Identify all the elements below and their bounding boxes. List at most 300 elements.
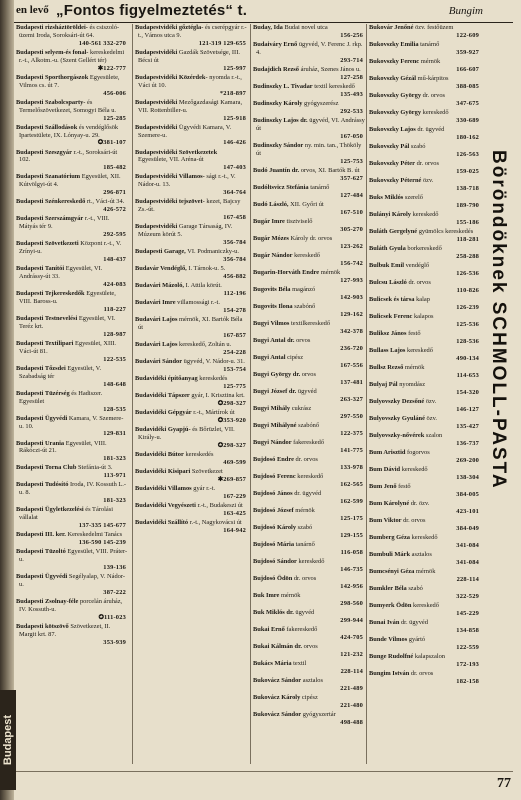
entry-name: Bujdosó Endre bbox=[253, 455, 294, 463]
entry-phone: 167-510 bbox=[340, 208, 363, 216]
entry-phone: ✪298-327 bbox=[217, 399, 246, 407]
directory-entry bbox=[16, 74, 128, 98]
entry-phone: 146-735 bbox=[340, 565, 363, 573]
entry-details: dr. orvos bbox=[408, 279, 431, 286]
directory-entry bbox=[253, 286, 365, 302]
entry-phone: 145-229 bbox=[456, 609, 479, 617]
directory-entry bbox=[253, 167, 365, 183]
entry-phone: 136-590 145-239 bbox=[78, 539, 126, 547]
directory-entry bbox=[135, 358, 248, 374]
entry-phone: 263-327 bbox=[340, 395, 363, 403]
entry-details: kereskedő, Zoltán u. bbox=[179, 341, 232, 349]
entry-details: magánzó bbox=[292, 285, 316, 293]
entry-details: mérnök bbox=[295, 506, 315, 514]
entry-details: Iroda, IV. Kossuth L.-u. 8. bbox=[19, 481, 126, 497]
entry-phone: 129-155 bbox=[340, 531, 363, 539]
entry-details: gyümölcs kereskedés bbox=[418, 228, 474, 235]
directory-entry bbox=[369, 279, 481, 295]
entry-details: dr. orvos bbox=[295, 455, 318, 463]
entry-phone: 121-232 bbox=[340, 650, 363, 658]
directory-entry bbox=[135, 468, 248, 484]
entry-name: Bujdosó József bbox=[253, 506, 294, 514]
entry-phone: 180-162 bbox=[456, 133, 479, 141]
entry-phone: 384-005 bbox=[456, 490, 479, 498]
entry-name: Budapesti Ügyletkezelési bbox=[16, 506, 84, 514]
entry-phone: 154-278 bbox=[223, 307, 246, 315]
directory-entry bbox=[253, 558, 365, 574]
entry-name: Bulyaj Pál bbox=[369, 381, 398, 388]
entry-details: r.-t., VIII. Mátyás tér 9. bbox=[19, 215, 110, 231]
entry-details: XII. Győri út bbox=[290, 200, 324, 208]
directory-entry bbox=[369, 58, 481, 74]
entry-phone: 221-489 bbox=[340, 684, 363, 692]
entry-name: Budavidéki Kisipari bbox=[135, 467, 191, 475]
entry-name: Bukovszky György bbox=[369, 92, 422, 99]
directory-entry bbox=[253, 184, 365, 200]
entry-name: Budapesti Torna Club bbox=[16, 464, 77, 472]
entry-phone: 122-609 bbox=[456, 31, 479, 39]
entry-name: Buláth Gergelyné bbox=[369, 228, 418, 235]
directory-entry bbox=[16, 340, 128, 364]
directory-entry bbox=[253, 422, 365, 438]
entry-phone: 159-025 bbox=[456, 167, 479, 175]
entry-phone: 269-200 bbox=[456, 456, 479, 464]
entry-details: mű-kárpitos bbox=[417, 75, 449, 82]
directory-entry bbox=[369, 670, 481, 686]
entry-name: Budó Juantín dr. bbox=[253, 166, 300, 174]
entry-name: Budapesti Szerszámgyár bbox=[16, 215, 84, 223]
entry-details: r.-t., Soroksári-út 102. bbox=[19, 148, 118, 164]
entry-details: VI. Podmaniczky-u. bbox=[187, 248, 239, 256]
directory-entry bbox=[253, 643, 365, 659]
entry-phone: 364-764 bbox=[223, 189, 246, 197]
directory-entry bbox=[369, 398, 481, 414]
entry-phone: 469-599 bbox=[223, 458, 246, 466]
entry-phone: 128-536 bbox=[456, 337, 479, 345]
entry-details: Egyesület, XIII. Váci-út 81. bbox=[19, 339, 116, 355]
entry-details: fakereskedő bbox=[286, 625, 318, 633]
entry-name: Bulcsu László bbox=[369, 279, 407, 286]
entry-details: szabónő bbox=[294, 302, 316, 310]
entry-details: Segélyalap, V. Nádor-u. bbox=[19, 573, 125, 589]
entry-name: Budavidéki Bútor bbox=[135, 450, 184, 458]
entry-phone: 424-083 bbox=[103, 280, 126, 288]
entry-name: Budavári Lajos bbox=[135, 316, 178, 324]
directory-entry bbox=[16, 240, 128, 264]
entry-name: Budaiváry Ernő bbox=[253, 41, 298, 48]
directory-entry bbox=[253, 541, 365, 557]
directory-entry bbox=[135, 99, 248, 123]
directory-entry bbox=[16, 198, 128, 214]
entry-phone: 228-114 bbox=[340, 667, 363, 675]
directory-entry bbox=[369, 381, 481, 397]
directory-entry bbox=[16, 415, 128, 439]
entry-phone: 122-535 bbox=[103, 355, 126, 363]
entry-phone: 146-426 bbox=[223, 139, 246, 147]
entry-details: kereskedő bbox=[412, 211, 439, 218]
directory-entry bbox=[253, 677, 365, 693]
entry-phone: ✪381-107 bbox=[97, 139, 126, 147]
entry-name: Budapesti Tőzsdei bbox=[16, 364, 66, 372]
directory-entry bbox=[369, 245, 481, 261]
directory-entry bbox=[135, 485, 248, 501]
entry-name: Bum Jenő bbox=[369, 483, 397, 490]
entry-details: és cserépgyár r.-t., Vámos utca 9. bbox=[138, 24, 247, 39]
entry-details: fakereskedő bbox=[293, 438, 325, 446]
entry-phone: 154-320 bbox=[456, 388, 479, 396]
directory-entry bbox=[16, 215, 128, 239]
directory-entry bbox=[135, 173, 248, 197]
entry-phone: 296-871 bbox=[103, 189, 126, 197]
entry-name: Budóltsvicz Stefánia bbox=[253, 183, 309, 191]
directory-entry bbox=[369, 364, 481, 380]
entry-phone: 125-997 bbox=[223, 64, 246, 72]
directory-entry bbox=[253, 711, 365, 727]
entry-details: borkereskedő bbox=[407, 245, 442, 252]
directory-entry bbox=[253, 694, 365, 710]
entry-name: Budapesti Tüzérség bbox=[16, 389, 70, 397]
entry-name: Bukovszky Emilia bbox=[369, 41, 419, 48]
directory-entry bbox=[253, 473, 365, 489]
entry-phone: 426-572 bbox=[103, 206, 126, 214]
entry-details: asztalos bbox=[302, 676, 323, 684]
entry-phone: 122-375 bbox=[340, 429, 363, 437]
directory-entry bbox=[16, 49, 128, 73]
entry-name: Bujdosó Ferenc bbox=[253, 472, 296, 480]
entry-details: áruház, Szenes János u. bbox=[300, 65, 361, 73]
directory-entry bbox=[16, 173, 128, 197]
entry-name: Bukovszky Ferenc bbox=[369, 58, 420, 65]
entry-phone: 166-607 bbox=[456, 65, 479, 73]
entry-phone: 138-718 bbox=[456, 184, 479, 192]
directory-entry bbox=[253, 303, 365, 319]
entry-phone: 136-737 bbox=[456, 439, 479, 447]
entry-details: kalap bbox=[416, 296, 430, 303]
entry-details: dr. orvos bbox=[293, 574, 317, 582]
entry-phone: ✱122-777 bbox=[97, 64, 126, 72]
column-4 bbox=[366, 24, 481, 764]
entry-name: Buk Miklós dr. bbox=[253, 608, 294, 616]
entry-phone: 148-648 bbox=[103, 380, 126, 388]
entry-phone: 148-437 bbox=[103, 256, 126, 264]
entry-name: Bukovszky Péterné bbox=[369, 177, 422, 184]
entry-phone: 127-258 bbox=[340, 73, 363, 81]
header-lead: en levő bbox=[16, 4, 49, 16]
entry-phone: 134-858 bbox=[456, 626, 479, 634]
entry-details: dr. ügyvéd bbox=[417, 126, 445, 133]
entry-name: Budapesti Tudósító bbox=[16, 481, 69, 489]
directory-entry bbox=[369, 126, 481, 142]
entry-phone: 135-493 bbox=[340, 90, 363, 98]
entry-name: Budinszky Lajos dr. bbox=[253, 116, 308, 124]
entry-details: kereskedő bbox=[411, 534, 438, 541]
directory-entry bbox=[253, 41, 365, 65]
entry-name: Budavidéki Tápszer bbox=[135, 392, 190, 400]
entry-details: szabó bbox=[408, 585, 423, 592]
entry-phone: 114-653 bbox=[456, 371, 479, 379]
entry-name: Bumberg Géza bbox=[369, 534, 410, 541]
entry-name: Bugovits Béla bbox=[253, 285, 291, 293]
directory-entry bbox=[369, 449, 481, 465]
entry-details: és Bőrüzlet, VII. Király-u. bbox=[138, 426, 235, 441]
directory-entry bbox=[369, 636, 481, 652]
entry-phone: 126-536 bbox=[456, 269, 479, 277]
directory-entry bbox=[253, 320, 365, 336]
directory-entry bbox=[369, 585, 481, 601]
entry-details: Egyesülete, VII. Aréna-út bbox=[138, 156, 204, 164]
entry-name: Bujdosó János bbox=[253, 489, 293, 497]
entry-name: Bulyovszky Dezsőné bbox=[369, 398, 425, 405]
entry-details: özv. festőüzem bbox=[415, 24, 454, 31]
entry-name: Budapesti Szövetkezeti bbox=[16, 240, 79, 248]
directory-entry bbox=[253, 524, 365, 540]
entry-details: textil bbox=[293, 659, 307, 667]
entry-phone: 292-533 bbox=[340, 107, 363, 115]
entry-details: ügyvéd bbox=[297, 387, 317, 395]
entry-name: Budavidéki Villamos bbox=[135, 484, 192, 492]
entry-name: Bujdosó Sándor bbox=[253, 557, 297, 565]
entry-details: özv. bbox=[426, 415, 437, 422]
entry-name: Bugyi Antal bbox=[253, 353, 286, 361]
entry-name: Bukai Ernő bbox=[253, 625, 285, 633]
entry-name: Budavidéki Gépgyár bbox=[135, 409, 192, 417]
directory-entry bbox=[135, 74, 248, 98]
entry-phone: 129-162 bbox=[340, 310, 363, 318]
entry-phone: 125-775 bbox=[223, 382, 246, 390]
entry-name: Budavidéki Vegyészeti bbox=[135, 501, 196, 509]
entry-phone: ✪298-327 bbox=[217, 441, 246, 449]
entry-name: Bulicsek és társa bbox=[369, 296, 415, 303]
entry-details: Egyesület, VI. Andrássy-út 33. bbox=[19, 265, 103, 281]
directory-entry bbox=[369, 517, 481, 533]
entry-details: tanárnő bbox=[420, 41, 440, 48]
entry-phone: 298-560 bbox=[340, 599, 363, 607]
entry-details: ügyvéd, V. Ferenc J. rkp. 4. bbox=[256, 41, 363, 56]
directory-entry bbox=[253, 66, 365, 82]
entry-name: Bujdosó Ödön bbox=[253, 574, 293, 582]
entry-details: kereskedő bbox=[298, 557, 325, 565]
entry-details: ügyvéd bbox=[295, 608, 315, 616]
entry-name: Bulicsek Ferenc bbox=[369, 313, 413, 320]
entry-name: Budapesti Szeszgyár bbox=[16, 148, 72, 156]
entry-details: Kereskedelmi Tanács bbox=[67, 531, 123, 539]
entry-phone: 181-323 bbox=[103, 455, 126, 463]
entry-phone: 292-595 bbox=[103, 231, 126, 239]
entry-details: mérnök bbox=[415, 568, 436, 575]
entry-name: Buday, Ida bbox=[253, 24, 283, 31]
entry-name: Bugyi Mihály bbox=[253, 404, 291, 412]
entry-name: Bumyerk Ödön bbox=[369, 602, 412, 609]
directory-entry bbox=[135, 223, 248, 247]
entry-details: porcelán áruház, IV. Kossuth-u. bbox=[19, 598, 123, 613]
directory-entry bbox=[369, 347, 481, 363]
entry-name: Budapestvidéki tejszövet- bbox=[135, 198, 205, 206]
directory-entry bbox=[369, 619, 481, 635]
margin-ad-text: Böröndöknek SCHMOLL-PASTA bbox=[488, 150, 509, 490]
entry-name: Budapesti Testnevelési bbox=[16, 314, 78, 322]
entry-name: Budapestvidéki gőztégla- bbox=[135, 24, 204, 31]
entry-phone: 125-918 bbox=[223, 114, 246, 122]
entry-name: Bugyi Mihályné bbox=[253, 421, 297, 429]
page-header bbox=[14, 2, 513, 23]
directory-entry bbox=[16, 265, 128, 289]
entry-phone: 110-826 bbox=[456, 286, 479, 294]
entry-details: r.-t., Mártírok út bbox=[193, 409, 235, 417]
directory-entry bbox=[16, 573, 128, 597]
entry-name: Budapesti Ügyvédi bbox=[16, 573, 68, 581]
margin-advertisement bbox=[482, 150, 514, 630]
entry-details: orvos bbox=[296, 336, 311, 344]
entry-name: Budapesti Urania bbox=[16, 439, 65, 447]
directory-entry bbox=[253, 405, 365, 421]
entry-name: Buláth Gyula bbox=[369, 245, 406, 252]
entry-details: mérnök bbox=[420, 58, 441, 65]
entry-details: és vendéglősök Ipartestülete, IX. Lónyay-u. 29. bbox=[19, 123, 119, 139]
entry-phone: 236-720 bbox=[340, 344, 363, 352]
entry-details: Egyesülete, Vilmos cs. út 7. bbox=[19, 73, 120, 89]
entry-details: Budai novel utca bbox=[284, 24, 328, 31]
entry-details: szabónő bbox=[298, 421, 320, 429]
directory-entry bbox=[369, 602, 481, 618]
directory-entry bbox=[135, 49, 248, 73]
entry-details: rt., Váci-út 34. bbox=[86, 198, 125, 206]
entry-details: szerelő bbox=[404, 194, 423, 201]
directory-entry bbox=[253, 371, 365, 387]
entry-details: textilkereskedő bbox=[291, 319, 331, 327]
entry-name: Budapesti Zsolnay-féle bbox=[16, 598, 79, 606]
directory-entry bbox=[369, 534, 481, 550]
directory-entry bbox=[135, 299, 248, 315]
column-1 bbox=[16, 24, 128, 764]
entry-details: kereskedő bbox=[294, 251, 320, 259]
directory-entry bbox=[369, 466, 481, 482]
entry-name: Bumcsényi Géza bbox=[369, 568, 415, 575]
entry-phone: 125-536 bbox=[456, 320, 479, 328]
directory-entry bbox=[16, 464, 128, 480]
directory-entry bbox=[16, 623, 128, 647]
directory-entry bbox=[135, 248, 248, 264]
entry-phone: ✪111-023 bbox=[98, 613, 126, 621]
entry-phone: 125-175 bbox=[340, 514, 363, 522]
entry-details: Egyesület, VIII. Rákóczi-út 21. bbox=[19, 439, 107, 455]
directory-entry bbox=[253, 507, 365, 523]
entry-name: Bugár Mózes bbox=[253, 234, 289, 242]
directory-entry bbox=[135, 341, 248, 357]
entry-name: Budapesti Szállodások bbox=[16, 123, 78, 131]
directory-entry bbox=[253, 24, 365, 40]
column-3 bbox=[250, 24, 365, 764]
entry-details: sági r.-t., V. Nádor-u. 13. bbox=[138, 173, 236, 189]
entry-name: Budavidéki Szállító bbox=[135, 518, 189, 526]
entry-details: kereskedő bbox=[407, 347, 433, 354]
entry-details: festő bbox=[408, 330, 421, 337]
directory-entry bbox=[369, 228, 481, 244]
entry-name: Bugyi Antal dr. bbox=[253, 336, 295, 344]
entry-phone: 118-281 bbox=[456, 235, 479, 243]
entry-name: Bukai Kálmán dr. bbox=[253, 642, 302, 650]
entry-name: Bum Dávid bbox=[369, 466, 401, 473]
entry-details: mérnök bbox=[320, 268, 341, 276]
entry-phone: 297-550 bbox=[340, 412, 363, 420]
entry-details: szabó bbox=[410, 143, 426, 150]
entry-phone: 128-535 bbox=[103, 405, 126, 413]
entry-name: Budinszky L. Tivadar bbox=[253, 82, 313, 90]
entry-name: Bum Arisztid bbox=[369, 449, 406, 456]
entry-phone: 156-256 bbox=[340, 31, 363, 39]
entry-name: Bugár Nándor bbox=[253, 251, 293, 259]
entry-details: kereskedés bbox=[185, 450, 214, 458]
entry-details: dr. orvos bbox=[403, 517, 426, 524]
entry-name: Bugyi Nándor bbox=[253, 438, 292, 446]
directory-entry bbox=[369, 160, 481, 176]
entry-details: Egyesülete, VIII. Baross-u. bbox=[19, 290, 116, 305]
entry-phone: 127-993 bbox=[340, 276, 363, 284]
entry-phone: 133-978 bbox=[340, 463, 363, 471]
entry-details: kalapos bbox=[413, 313, 434, 320]
entry-details: Központ r.-t., V. Zrínyi-u. bbox=[19, 240, 122, 256]
directory-entry bbox=[369, 75, 481, 91]
directory-entry bbox=[253, 388, 365, 404]
directory-entry bbox=[369, 194, 481, 210]
directory-entry bbox=[135, 282, 248, 298]
entry-phone: 129-831 bbox=[103, 430, 126, 438]
entry-details: mérnök, XI. Bartók Béla út bbox=[138, 316, 243, 332]
entry-name: Bugovits Ilona bbox=[253, 302, 293, 310]
directory-entry bbox=[253, 252, 365, 268]
entry-phone: 155-186 bbox=[456, 218, 479, 226]
entry-phone: 258-288 bbox=[456, 252, 479, 260]
entry-phone: 299-944 bbox=[340, 616, 363, 624]
directory-entry bbox=[369, 41, 481, 57]
entry-phone: 113-971 bbox=[103, 472, 126, 480]
side-ad-text: Budapest bbox=[2, 714, 14, 766]
entry-name: Bulyovszky-nővérek bbox=[369, 432, 425, 439]
directory-entry bbox=[135, 375, 248, 391]
entry-details: ügyvéd, VI. Andrássy út bbox=[256, 116, 365, 132]
directory-entry bbox=[16, 99, 128, 123]
entry-details: textil kereskedő bbox=[314, 82, 355, 90]
entry-details: cipész bbox=[287, 353, 304, 361]
entry-details: özv. bbox=[422, 177, 434, 184]
directory-entry bbox=[369, 653, 481, 669]
entry-details: gyógyszertár bbox=[302, 710, 336, 718]
directory-entry bbox=[135, 24, 248, 48]
entry-name: Budinszky Sándor bbox=[253, 141, 304, 149]
entry-details: ügyvéd, V. Nádor-u. 31. bbox=[183, 358, 245, 366]
entry-details: kereskedő bbox=[297, 472, 324, 480]
entry-details: mérnök bbox=[404, 364, 425, 371]
entry-phone: 163-425 bbox=[223, 509, 246, 517]
entry-name: Bukovszky Gézál bbox=[369, 75, 417, 82]
entry-name: Budapesti Tanítói bbox=[16, 265, 65, 273]
entry-details: kereskedő bbox=[413, 602, 439, 609]
entry-details: cukrász bbox=[291, 404, 312, 412]
entry-phone: 424-705 bbox=[340, 633, 363, 641]
entry-name: Bum Viktor bbox=[369, 517, 402, 524]
entry-phone: 141-775 bbox=[340, 446, 363, 454]
directory-entry bbox=[16, 440, 128, 464]
entry-name: Budapesti Szabolcsparty- bbox=[16, 98, 86, 106]
entry-phone: 228-114 bbox=[456, 575, 479, 583]
entry-name: Budapestvidéki Villamos- bbox=[135, 173, 205, 181]
entry-name: Budapestvidéki Közérdek- bbox=[135, 73, 208, 81]
entry-details: gyártó bbox=[408, 636, 426, 643]
entry-details: villamossági r.-t. bbox=[177, 299, 220, 307]
entry-phone: 137-481 bbox=[340, 378, 363, 386]
directory-entry bbox=[369, 262, 481, 278]
directory-entry bbox=[16, 24, 128, 48]
directory-entry bbox=[369, 500, 481, 516]
